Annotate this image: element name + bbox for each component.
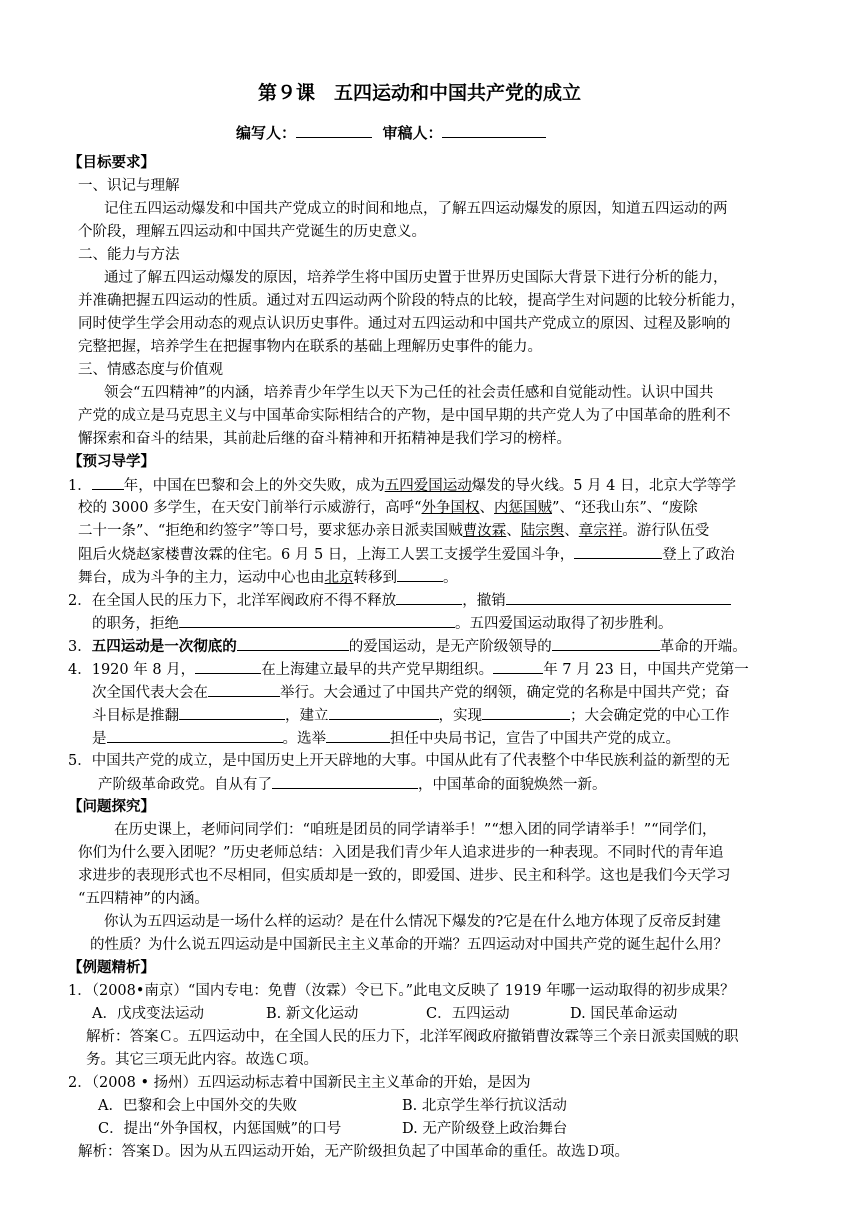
q1-text-r: 登上了政治 [662, 547, 735, 563]
q1-city-blank[interactable] [397, 566, 443, 582]
example1-option-a: A．戊戌变法运动 [92, 1006, 204, 1022]
q1-name-3: 章宗祥 [578, 523, 623, 539]
q1-underlined-movement: 五四爱国运动 [384, 478, 472, 494]
q4-place-blank[interactable] [208, 681, 280, 697]
q1-text-d: 爆发的导火线。5 月 4 日，北京大学等学 [471, 478, 737, 494]
preview-q1-line2 [78, 497, 698, 519]
goals-s3-line2: 产党的成立是马克思主义与中国革命实际相结合的产物，是中国早期的共产党人为了中国革命的胜利不 [78, 408, 731, 424]
q2-text-a: 2．在全国人民的压力下，北洋军阀政府不得不释放 [68, 593, 397, 609]
preview-q1-line5 [78, 566, 458, 589]
preview-q4-line1 [68, 658, 749, 681]
inquiry-line3: 求进步的表现形式也不尽相同，但实质却是一致的，即爱国、进步、民主和科学。这也是我们今天学习 [78, 868, 731, 884]
preview-q3 [68, 635, 747, 658]
preview-heading: 【预习导学】 [68, 454, 155, 470]
editor-blank[interactable] [296, 122, 372, 138]
q3-nature-blank[interactable] [237, 635, 349, 651]
example1-analysis-line1: 解析：答案Ｃ。五四运动中，在全国人民的压力下，北洋军阀政府撤销曹汝霖等三个亲日派卖国贼的职 [86, 1029, 739, 1045]
example2-option-b: B. 北京学生举行抗议活动 [402, 1098, 567, 1114]
author-line [236, 122, 546, 144]
q1-text-b: 年，中国在巴黎和会上的外交失败，成为 [123, 478, 385, 494]
q4-text-k: 。选举 [282, 731, 326, 747]
example2-question: 2．（2008 • 扬州）五四运动标志着中国新民主主义革命的开始，是因为 [68, 1075, 531, 1091]
inquiry-line2: 你们为什么要入团呢？”历史老师总结：入团是我们青少年人追求进步的一种表现。不同时代的青年追 [78, 845, 724, 861]
preview-q1-line4 [78, 543, 735, 566]
q4-establish-blank[interactable] [329, 704, 439, 720]
q1-slogan-2: 内惩国贼 [494, 500, 553, 516]
q4-text-l: 担任中央局书记，宣告了中国共产党的成立。 [390, 731, 680, 747]
q1-text-p: 。游行队伍受 [622, 523, 710, 539]
q4-text-h: ，实现 [438, 708, 482, 724]
page-title: 第９课 五四运动和中国共产党的成立 [258, 82, 582, 104]
q5-blank[interactable] [272, 773, 418, 789]
q2-text-d: 。五四爱国运动取得了初步胜利。 [455, 616, 673, 632]
goals-s3-title: 三、情感态度与价值观 [78, 362, 223, 378]
q1-sep: 、 [479, 500, 495, 516]
goals-s1-line1: 记住五四运动爆发和中国共产党成立的时间和地点，了解五四运动爆发的原因，知道五四运动的两 [104, 201, 728, 217]
reviewer-label: 审稿人： [382, 124, 443, 142]
preview-q5-line1: 5．中国共产党的成立，是中国历史上开天辟地的大事。中国从此有了代表整个中华民族利益的新型的无 [68, 753, 730, 769]
q4-person-blank[interactable] [195, 658, 261, 674]
q4-secretary-blank[interactable] [326, 727, 390, 743]
q1-text-j: 二十一条”、“拒绝和约签字”等口号，要求惩办亲日派卖国贼 [78, 523, 463, 539]
example2-option-d: D. 无产阶级登上政治舞台 [402, 1121, 568, 1137]
reviewer-blank[interactable] [442, 122, 546, 138]
preview-q4-line2 [92, 681, 730, 704]
inquiry-line5: 你认为五四运动是一场什么样的运动？是在什么情况下爆发的?它是在什么地方体现了反帝反封建 [104, 914, 721, 930]
q4-text-e: 举行。大会通过了中国共产党的纲领，确定党的名称是中国共产党；奋 [280, 685, 730, 701]
q1-sep-3: 、 [564, 523, 579, 539]
q5-text-b: 产阶级革命政党。自从有了 [98, 777, 272, 793]
q1-text-q: 阻后火烧赵家楼曹汝霖的住宅。6 月 5 日，上海工人罢工支援学生爱国斗争， [78, 547, 575, 563]
q4-text-d: 次全国代表大会在 [92, 685, 208, 701]
preview-q4-line4 [92, 727, 680, 750]
example2-option-c: C．提出“外争国权，内惩国贼”的口号 [98, 1121, 342, 1137]
preview-q2-line2 [92, 612, 673, 635]
inquiry-line4: “五四精神”的内涵。 [78, 891, 209, 907]
example1-question: 1．（2008•南京）“国内专电：免曹（汝霖）令已下。”此电文反映了 1919 年哪一运动取得的初步成果？ [68, 983, 735, 999]
preview-q4-line3 [92, 704, 730, 727]
inquiry-line6: 的性质？为什么说五四运动是中国新民主主义革命的开端？五四运动对中国共产党的诞生起什么用？ [90, 937, 728, 953]
q1-beijing: 北京 [324, 570, 354, 586]
goals-s2-line3: 同时使学生学会用动态的观点认识历史事件。通过对五四运动和中国共产党成立的原因、过程及影响的 [78, 316, 731, 332]
q4-text-i: ；大会确定党的中心工作 [570, 708, 730, 724]
q3-bold-text: 五四运动是一次彻底的 [91, 638, 237, 655]
q3-number: 3． [68, 639, 92, 655]
goals-s3-line1: 领会“五四精神”的内涵，培养青少年学生以天下为己任的社会责任感和自觉能动性。认识中国共 [104, 385, 714, 401]
goals-s2-line2: 并准确把握五四运动的性质。通过对五四运动两个阶段的特点的比较，提高学生对问题的比较分析能力， [78, 293, 745, 309]
goals-heading: 【目标要求】 [68, 155, 155, 171]
q5-text-c: ，中国革命的面貌焕然一新。 [418, 777, 607, 793]
goals-s2-line4: 完整把握，培养学生在把握事物内在联系的基础上理解历史事件的能力。 [78, 339, 542, 355]
example2-analysis-line1: 解析：答案Ｄ。因为从五四运动开始，无产阶级担负起了中国革命的重任。故选Ｄ项。 [78, 1144, 629, 1160]
q1-text-e: 校的 3000 多学生，在天安门前举行示威游行，高呼“ [78, 500, 422, 516]
q1-text-u: 转移到 [353, 570, 397, 586]
editor-label: 编写人： [236, 124, 297, 142]
q2-text-b: ，撤销 [462, 593, 506, 609]
q1-slogan-1: 外争国权 [421, 500, 480, 516]
q1-name-1: 曹汝霖 [462, 523, 507, 539]
q4-text-j: 是 [92, 731, 107, 747]
examples-heading: 【例题精析】 [68, 960, 155, 976]
q1-text-i: ”、“还我山东”、“废除 [552, 500, 698, 516]
q2-release-blank[interactable] [396, 589, 462, 605]
q4-text-a: 4．1920 年 8 月， [68, 662, 196, 678]
q1-sep-2: 、 [506, 523, 521, 539]
example1-option-d: D. 国民革命运动 [570, 1006, 678, 1022]
goals-s1-title: 一、识记与理解 [78, 178, 180, 194]
q4-text-f: 斗目标是推翻 [92, 708, 179, 724]
q1-number: 1． [68, 478, 92, 494]
q4-overthrow-blank[interactable] [179, 704, 285, 720]
goals-s3-line3: 懈探索和奋斗的结果，其前赴后继的奋斗精神和开拓精神是我们学习的榜样。 [78, 431, 571, 447]
example2-option-a: A．巴黎和会上中国外交的失败 [98, 1098, 297, 1114]
preview-q1-line3 [78, 520, 709, 542]
goals-s1-line2: 个阶段，理解五四运动和中国共产党诞生的历史意义。 [78, 224, 426, 240]
inquiry-heading: 【问题探究】 [68, 799, 155, 815]
q1-class-blank[interactable] [574, 543, 662, 559]
preview-q1-line1 [68, 474, 736, 497]
goals-s2-title: 二、能力与方法 [78, 247, 180, 263]
q2-text-c: 的职务，拒绝 [92, 616, 179, 632]
q4-work-blank[interactable] [107, 727, 283, 743]
q1-text-s: 舞台，成为斗争的主力，运动中心也由 [78, 570, 325, 586]
q1-year-blank[interactable] [92, 474, 124, 490]
example1-option-c: C．五四运动 [426, 1006, 510, 1022]
q2-refuse-blank[interactable] [179, 612, 455, 628]
q4-year-blank[interactable] [493, 658, 543, 674]
example1-option-b: B. 新文化运动 [266, 1006, 359, 1022]
q4-text-g: ，建立 [285, 708, 329, 724]
q3-text-d: 革命的开端。 [659, 639, 747, 655]
example1-analysis-line2: 务。其它三项无此内容。故选Ｃ项。 [86, 1052, 318, 1068]
q1-period: 。 [443, 570, 458, 586]
q2-dismiss-blank[interactable] [506, 589, 731, 605]
q4-text-b: 在上海建立最早的共产党早期组织。 [261, 662, 494, 678]
q4-text-c: 年 7 月 23 日，中国共产党第一 [543, 662, 749, 678]
q3-text-c: 的爱国运动，是无产阶级领导的 [348, 639, 552, 655]
inquiry-line1: 在历史课上，老师问同学们：“咱班是团员的同学请举手！”“想入团的同学请举手！”“同学们， [114, 822, 717, 838]
q3-revolution-blank[interactable] [552, 635, 660, 651]
q1-name-2: 陆宗舆 [520, 523, 565, 539]
preview-q2-line1 [68, 589, 731, 612]
goals-s2-line1: 通过了解五四运动爆发的原因，培养学生将中国历史置于世界历史国际大背景下进行分析的能力， [104, 270, 728, 286]
preview-q5-line2 [98, 773, 607, 796]
q4-realize-blank[interactable] [482, 704, 570, 720]
